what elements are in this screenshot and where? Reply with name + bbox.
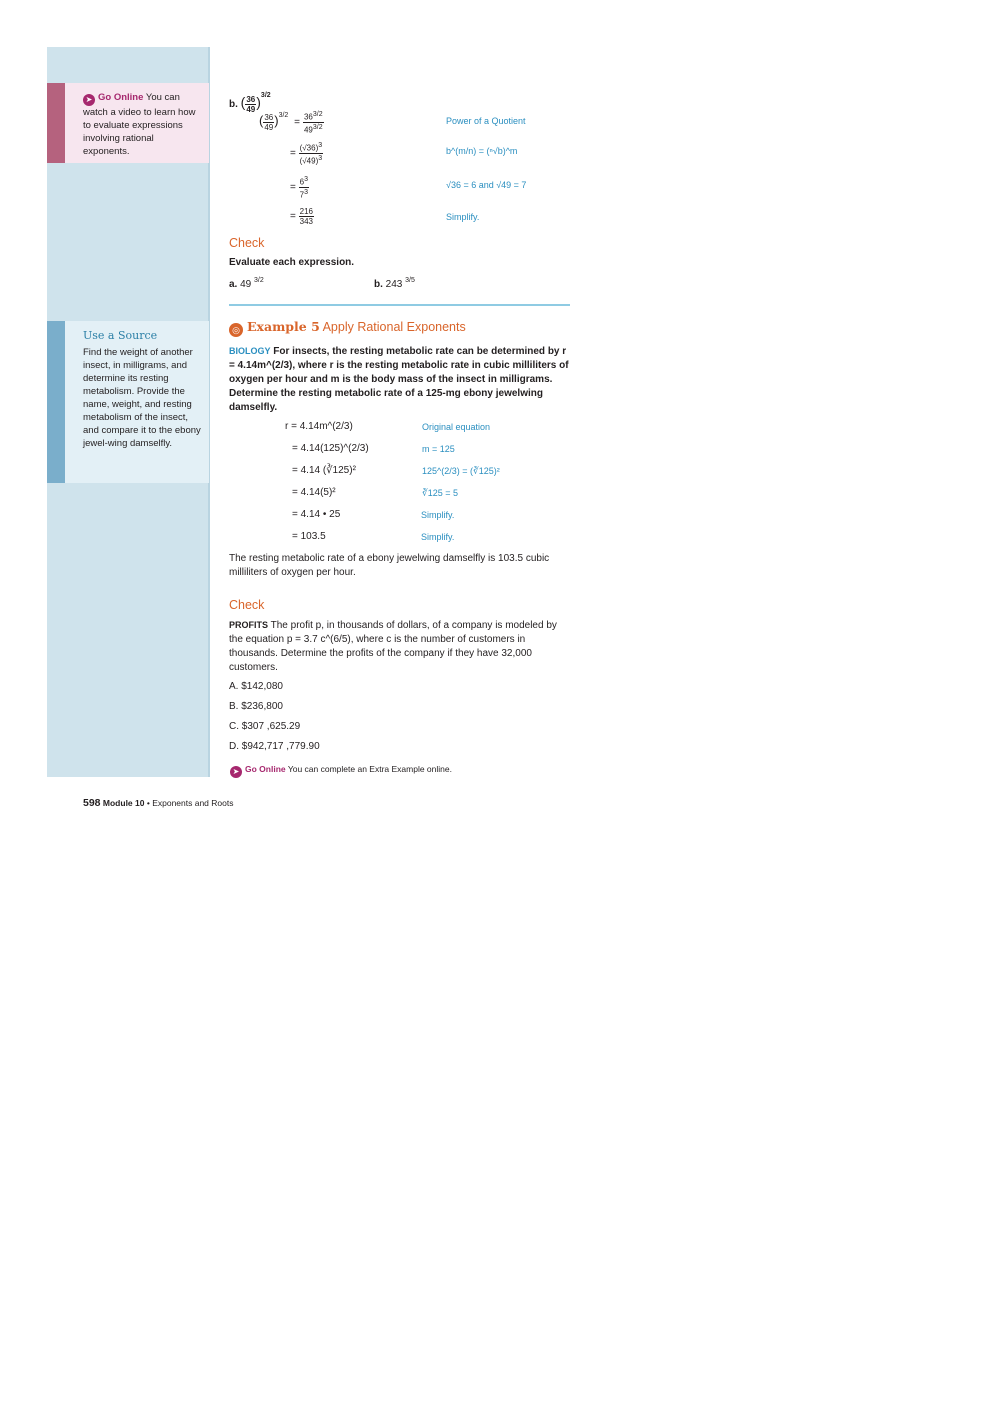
check-2-topic: PROFITS (229, 620, 269, 630)
check-instruction: Evaluate each expression. (229, 257, 355, 268)
extra-example-link (230, 764, 452, 778)
callout-accent-bar (47, 83, 65, 163)
cursor-icon[interactable]: ➤ (230, 766, 242, 778)
ex-step-6-note: Simplify. (421, 532, 455, 542)
option-a[interactable]: A. $142,080 (229, 681, 283, 692)
part-b-heading: b. ( $\frac{36}{49}$ )$^{3/2}$ (229, 92, 271, 114)
base-numerator: 36 (246, 94, 256, 104)
use-source-callout (47, 321, 209, 483)
step-2-expression: = $\frac{(√36)^3}{(√49)^3}$ (290, 142, 323, 166)
option-d[interactable]: D. $942,717 ,779.90 (229, 741, 320, 752)
step-4-note: Simplify. (446, 212, 480, 222)
page-footer (83, 797, 233, 809)
use-source-title: Use a Source (83, 329, 158, 342)
ex-step-3: = 4.14 (∛125)² (292, 465, 356, 476)
go-online-callout (47, 83, 209, 163)
ex-step-1-note: Original equation (422, 422, 491, 432)
go-online-description: You can watch a video to learn how to evaluate expressions involving rational exponents. (83, 92, 196, 157)
ex-step-4-note: ∛125 = 5 (422, 488, 459, 498)
step-1-note: Power of a Quotient (446, 116, 526, 126)
footer-separator: • (146, 798, 150, 808)
step-3-note: √36 = 6 and √49 = 7 (446, 180, 527, 190)
extra-example-text: You can complete an Extra Example online. (287, 764, 452, 774)
example-problem-text: For insects, the resting metabolic rate can be determined by r = 4.14m^(2/3), where r is the resting metabolic rate in cubic milliliters of oxygen per hour and m is the body mass of the insect in milligrams. Determine the resting metabolic rate of a 125-mg ebony jewelwing damselfly. (229, 346, 569, 413)
example-conclusion: The resting metabolic rate of a ebony jewelwing damselfly is 103.5 cubic milliliters of oxygen per hour. (229, 553, 550, 578)
go-online-link[interactable]: Go Online (245, 764, 286, 774)
module-label: Module 10 (102, 798, 145, 808)
option-c[interactable]: C. $307 ,625.29 (229, 721, 301, 732)
callout-accent-bar (47, 321, 65, 483)
example-subtitle: Apply Rational Exponents (322, 320, 466, 334)
cursor-icon[interactable]: ➤ (83, 94, 95, 106)
check-item-b: b. 243 $^{3/5}$ (374, 277, 415, 290)
ex-step-2: = 4.14(125)^(2/3) (292, 443, 369, 454)
module-title: Exponents and Roots (152, 798, 234, 808)
example-problem (229, 344, 571, 415)
ex-step-4: = 4.14(5)² (292, 487, 336, 498)
globe-icon: ◎ (229, 323, 243, 337)
check-2-heading: Check (229, 598, 265, 612)
step-2-note: b^(m/n) = (ⁿ√b)^m (446, 146, 518, 156)
section-divider (229, 304, 570, 306)
step-4-expression: = $\frac{216}{343}$ (290, 207, 313, 226)
ex-step-5: = 4.14 • 25 (292, 509, 341, 520)
example-topic: BIOLOGY (229, 346, 271, 356)
option-b[interactable]: B. $236,800 (229, 701, 283, 712)
step-1-expression: ( $\frac{36}{49}$ )$^{3/2}$ = $\frac{36^{3/2}}{49^{3/2}}$ (259, 111, 323, 135)
check-2-problem-text: The profit p, in thousands of dollars, of a company is modeled by the equation p = 3.7 c^(6/5), where c is the number of customers in thousands. Determine the profits of the company if they have 32,000 customers. (229, 620, 557, 673)
example-5-heading (229, 319, 466, 337)
ex-step-5-note: Simplify. (421, 510, 455, 520)
check-item-a: a. 49 $^{3/2}$ (229, 277, 264, 290)
ex-step-2-note: m = 125 (422, 444, 455, 454)
go-online-link[interactable]: Go Online (98, 92, 144, 103)
page-number: 598 (83, 797, 101, 809)
use-source-text: Find the weight of another insect, in milligrams, and determine its resting metabolism. Provide the name, weight, and resting metabolism of the insect, and compare it to the ebony jewel-wing damselfly. (83, 347, 201, 449)
ex-step-6: = 103.5 (292, 531, 326, 542)
ex-step-3-note: 125^(2/3) = (∛125)² (422, 466, 500, 476)
step-3-expression: = $\frac{6^3}{7^3}$ (290, 176, 308, 200)
base-denominator: 49 (246, 104, 256, 114)
example-title: Example 5 (247, 319, 320, 334)
part-b-label: b. (229, 99, 238, 110)
check-2-problem (229, 618, 569, 675)
check-heading: Check (229, 236, 265, 250)
part-b-exponent: 3/2 (260, 92, 271, 99)
go-online-text-block (83, 91, 199, 158)
ex-step-1: r = 4.14m^(2/3) (285, 421, 353, 432)
